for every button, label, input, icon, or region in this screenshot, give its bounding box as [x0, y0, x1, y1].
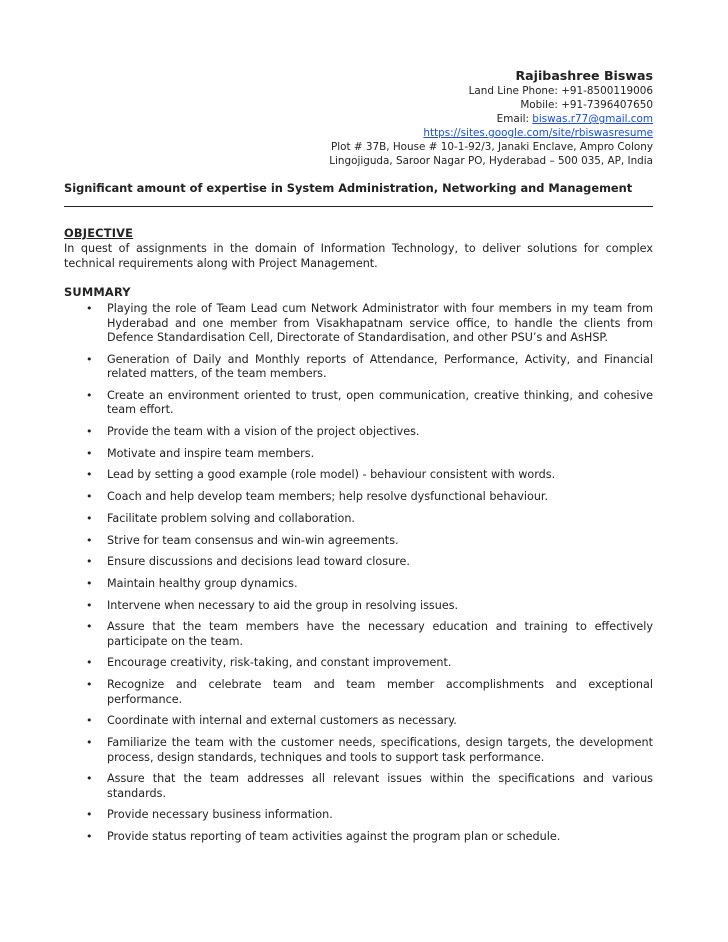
bullet-icon: • [86, 598, 93, 612]
summary-item [64, 555, 653, 570]
summary-item-text: Provide necessary business information. [107, 808, 333, 822]
mobile-phone: Mobile: +91-7396407650 [520, 99, 653, 111]
resume-page [64, 0, 653, 852]
bullet-icon: • [86, 352, 93, 366]
bullet-icon: • [86, 425, 93, 439]
objective-text: In quest of assignments in the domain of Information Technology, to deliver solutions for complex technical requirements along with Project Management. [64, 242, 653, 270]
summary-item-text: Playing the role of Team Lead cum Network Administrator with four members in my team from Hyderabad and one member from Visakhapatnam service office, to handle the clients from Defence Standardisation Cell, Directorate of Standardisation, and other PSU’s and AsHSP. [107, 302, 653, 344]
objective-heading: OBJECTIVE [64, 226, 134, 240]
address-line-1: Plot # 37B, House # 10-1-92/3, Janaki Enclave, Ampro Colony [331, 141, 653, 153]
summary-item-text: Generation of Daily and Monthly reports of Attendance, Performance, Activity, and Financial related matters, of the team members. [107, 352, 653, 381]
summary-item [64, 512, 653, 527]
summary-item-text: Familiarize the team with the customer needs, specifications, design targets, the development process, design standards, techniques and tools to support task performance. [107, 736, 653, 764]
bullet-icon: • [86, 576, 93, 590]
summary-item-text: Strive for team consensus and win-win agreements. [107, 533, 399, 547]
summary-item [64, 389, 653, 418]
bullet-icon: • [86, 388, 93, 402]
summary-item-text: Coordinate with internal and external customers as necessary. [107, 714, 457, 728]
summary-item [64, 425, 653, 440]
summary-item-text: Facilitate problem solving and collaboration. [107, 511, 355, 525]
bullet-icon: • [86, 511, 93, 525]
summary-item-text: Lead by setting a good example (role model) - behaviour consistent with words. [107, 468, 556, 482]
summary-item [64, 577, 653, 592]
summary-item [64, 656, 653, 671]
summary-item-text: Provide status reporting of team activities against the program plan or schedule. [107, 830, 561, 844]
summary-item-text: Create an environment oriented to trust, open communication, creative thinking, and cohesive team effort. [107, 388, 653, 417]
summary-item-text: Maintain healthy group dynamics. [107, 576, 298, 590]
summary-item [64, 714, 653, 729]
summary-item-text: Assure that the team addresses all relevant issues within the specifications and various standards. [107, 772, 653, 800]
summary-item [64, 772, 653, 801]
bullet-icon: • [86, 830, 93, 844]
section-divider [64, 206, 653, 207]
website-link[interactable]: https://sites.google.com/site/rbiswasresume [423, 127, 653, 139]
summary-item-text: Recognize and celebrate team and team member accomplishments and exceptional performance. [107, 678, 653, 706]
summary-item-text: Intervene when necessary to aid the group in resolving issues. [107, 598, 459, 612]
bullet-icon: • [86, 620, 93, 634]
summary-item [64, 447, 653, 462]
website-line [64, 126, 653, 140]
bullet-icon: • [86, 678, 93, 692]
summary-item-text: Coach and help develop team members; help resolve dysfunctional behaviour. [107, 490, 549, 504]
bullet-icon: • [86, 302, 93, 315]
summary-heading: SUMMARY [64, 285, 131, 299]
email-link[interactable]: biswas.r77@gmail.com [532, 113, 653, 125]
email-label: Email: [496, 113, 533, 125]
summary-item [64, 808, 653, 823]
address-line-2: Lingojiguda, Saroor Nagar PO, Hyderabad – 500 035, AP, India [329, 155, 653, 167]
bullet-icon: • [86, 446, 93, 460]
summary-item [64, 490, 653, 505]
summary-item [64, 599, 653, 614]
bullet-icon: • [86, 468, 93, 482]
summary-item [64, 302, 653, 346]
summary-item [64, 620, 653, 649]
summary-list [64, 302, 653, 845]
bullet-icon: • [86, 555, 93, 569]
expertise-tagline: Significant amount of expertise in System Administration, Networking and Management [64, 181, 633, 195]
summary-item [64, 468, 653, 483]
bullet-icon: • [86, 533, 93, 547]
bullet-icon: • [86, 656, 93, 670]
summary-item-text: Assure that the team members have the necessary education and training to effectively participate on the team. [107, 620, 653, 648]
summary-item-text: Provide the team with a vision of the project objectives. [107, 425, 420, 439]
bullet-icon: • [86, 714, 93, 728]
summary-item [64, 736, 653, 765]
summary-item-text: Ensure discussions and decisions lead toward closure. [107, 555, 410, 569]
contact-header [64, 68, 653, 168]
landline-phone: Land Line Phone: +91-8500119006 [468, 85, 653, 97]
summary-item [64, 830, 653, 845]
summary-item [64, 534, 653, 549]
bullet-icon: • [86, 490, 93, 504]
bullet-icon: • [86, 736, 93, 749]
summary-item-text: Motivate and inspire team members. [107, 446, 315, 460]
summary-item [64, 353, 653, 382]
email-line [64, 112, 653, 126]
bullet-icon: • [86, 772, 93, 786]
summary-item [64, 678, 653, 707]
summary-item-text: Encourage creativity, risk-taking, and constant improvement. [107, 656, 452, 670]
bullet-icon: • [86, 808, 93, 822]
candidate-name: Rajibashree Biswas [515, 68, 653, 83]
